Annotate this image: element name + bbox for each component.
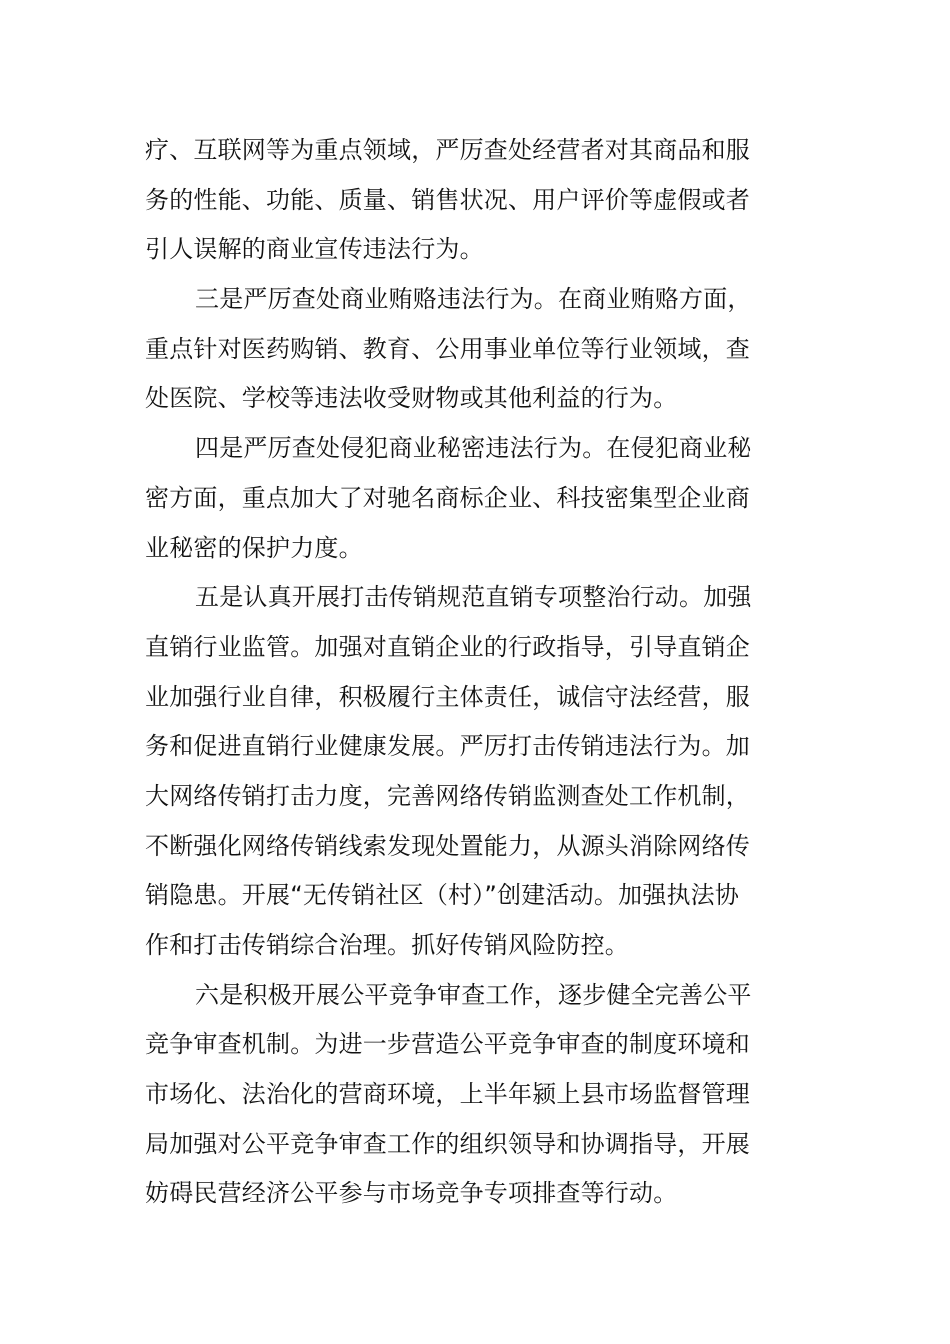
text-line: 疗、互联网等为重点领域，严厉查处经营者对其商品和服 xyxy=(145,136,750,164)
text-line: 务的性能、功能、质量、销售状况、用户评价等虚假或者 xyxy=(145,185,750,214)
paragraph-start-line: 四是严厉查处侵犯商业秘密违法行为。在侵犯商业秘 xyxy=(195,434,752,463)
text-line: 处医院、学校等违法收受财物或其他利益的行为。 xyxy=(145,384,678,413)
text-line: 作和打击传销综合治理。抓好传销风险防控。 xyxy=(145,931,629,959)
paragraph-start-line: 六是积极开展公平竞争审查工作，逐步健全完善公平 xyxy=(195,980,752,1009)
text-line: 销隐患。开展“无传销社区（村）”创建活动。加强执法协 xyxy=(145,881,740,910)
text-line: 引人误解的商业宣传违法行为。 xyxy=(145,235,484,264)
text-line: 业加强行业自律，积极履行主体责任，诚信守法经营，服 xyxy=(145,682,750,711)
body-text xyxy=(145,126,810,1219)
text-line: 业秘密的保护力度。 xyxy=(145,533,363,562)
text-line: 局加强对公平竞争审查工作的组织领导和协调指导，开展 xyxy=(145,1129,750,1158)
text-line: 不断强化网络传销线索发现处置能力，从源头消除网络传 xyxy=(145,831,750,860)
text-line: 竞争审查机制。为进一步营造公平竞争审查的制度环境和 xyxy=(145,1030,750,1059)
text-line: 务和促进直销行业健康发展。严厉打击传销违法行为。加 xyxy=(145,732,750,761)
text-line: 重点针对医药购销、教育、公用事业单位等行业领域，查 xyxy=(145,334,750,363)
text-line: 密方面，重点加大了对驰名商标企业、科技密集型企业商 xyxy=(145,483,750,512)
paragraph-start-line: 三是严厉查处商业贿赂违法行为。在商业贿赂方面， xyxy=(195,285,752,314)
text-line: 直销行业监管。加强对直销企业的行政指导，引导直销企 xyxy=(145,632,750,661)
text-line: 妨碍民营经济公平参与市场竞争专项排查等行动。 xyxy=(145,1179,678,1208)
text-line: 大网络传销打击力度，完善网络传销监测查处工作机制， xyxy=(145,781,750,810)
paragraph-start-line: 五是认真开展打击传销规范直销专项整治行动。加强 xyxy=(195,583,752,612)
text-line: 市场化、法治化的营商环境，上半年颍上县市场监督管理 xyxy=(145,1080,750,1109)
